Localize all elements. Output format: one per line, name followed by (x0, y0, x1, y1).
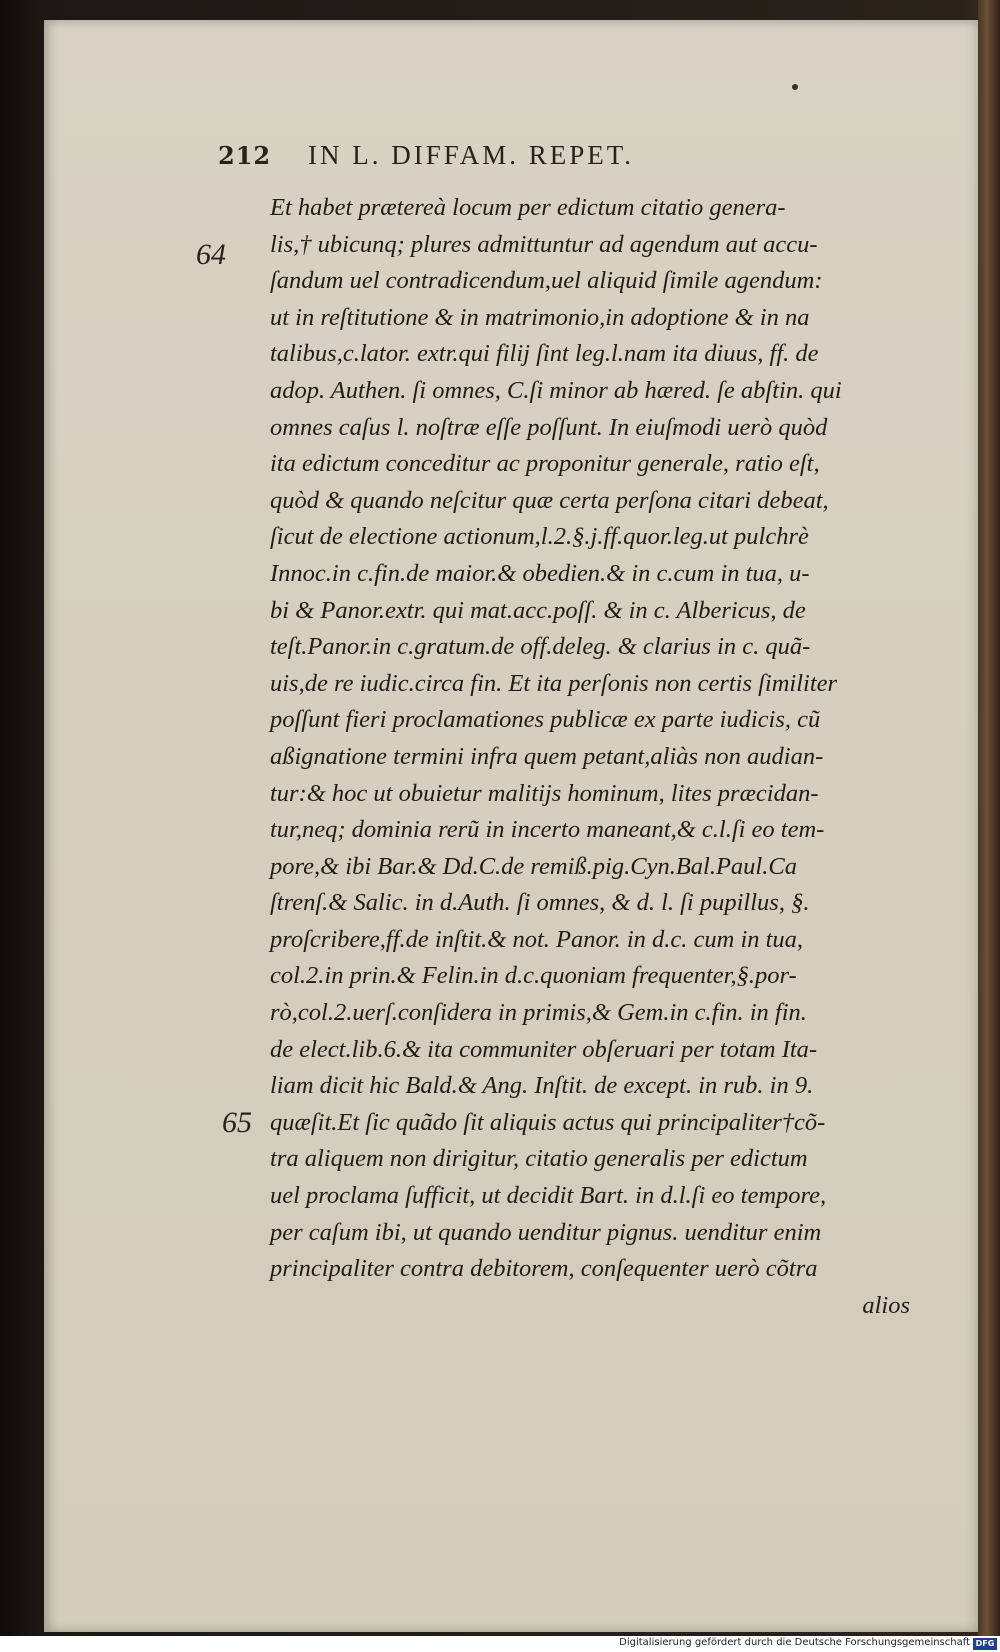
body-text (270, 190, 910, 1324)
text-line: ſandum uel contradicendum,uel aliquid ſimile agendum: (270, 267, 823, 295)
text-line: omnes caſus l. noſtræ eſſe poſſunt. In eiuſmodi uerò quòd (270, 413, 828, 441)
text-line: alios (862, 1291, 910, 1319)
text-line: tur:& hoc ut obuietur malitijs hominum, lites præcidan- (270, 779, 819, 807)
book-spine-edge (978, 0, 1000, 1652)
running-head (218, 140, 858, 180)
text-line: uel proclama ſufficit, ut decidit Bart. in d.l.ſi eo tempore, (270, 1182, 827, 1210)
text-line: pore,& ibi Bar.& Dd.C.de remiß.pig.Cyn.Bal.Paul.Ca (270, 852, 797, 880)
text-line: tra aliquem non dirigitur, citatio generalis per edictum (270, 1145, 808, 1173)
text-line: lis,† ubicunq; plures admittuntur ad agendum aut accu- (270, 230, 818, 258)
text-line: principaliter contra debitorem, conſequenter uerò cõtra (270, 1255, 818, 1283)
dfg-logo-icon: DFG (973, 1638, 997, 1650)
text-line: per caſum ibi, ut quando uenditur pignus. uenditur enim (270, 1218, 822, 1246)
text-line: teſt.Panor.in c.gratum.de off.deleg. & clarius in c. quã- (270, 633, 811, 661)
text-line: ſicut de electione actionum,l.2.§.j.ff.quor.leg.ut pulchrè (270, 523, 809, 551)
text-line: Innoc.in c.fin.de maior.& obedien.& in c.cum in tua, u- (270, 559, 810, 587)
margin-note-number: 64 (196, 238, 226, 271)
text-line: Et habet prætereà locum per edictum citatio genera- (270, 194, 786, 221)
ink-speck (792, 84, 798, 90)
text-line: quòd & quando neſcitur quæ certa perſona citari debeat, (270, 486, 829, 514)
margin-note-number: 65 (222, 1106, 252, 1139)
text-line: col.2.in prin.& Felin.in d.c.quoniam frequenter,§.por- (270, 962, 797, 990)
running-head-title: IN L. DIFFAM. REPET. (308, 140, 635, 170)
text-line: poſſunt fieri proclamationes publicæ ex parte iudicis, cũ (270, 706, 821, 734)
text-line: talibus,c.lator. extr.qui filij ſint leg.l.nam ita diuus, ff. de (270, 340, 819, 368)
text-line: uis,de re iudic.circa fin. Et ita perſonis non certis ſimiliter (270, 669, 838, 697)
page-number: 212 (218, 141, 272, 170)
text-line: liam dicit hic Bald.& Ang. Inſtit. de except. in rub. in 9. (270, 1072, 814, 1100)
text-line: adop. Authen. ſi omnes, C.ſi minor ab hæred. ſe abſtin. qui (270, 376, 842, 404)
text-line: aßignatione termini infra quem petant,aliàs non audian- (270, 742, 824, 770)
text-line: rò,col.2.uerſ.conſidera in primis,& Gem.in c.fin. in fin. (270, 999, 807, 1027)
text-line: proſcribere,ff.de inſtit.& not. Panor. in d.c. cum in tua, (270, 925, 804, 953)
digitization-credit: Digitalisierung gefördert durch die Deutsche Forschungsgemeinschaft (619, 1637, 970, 1648)
digitization-footer (0, 1636, 1000, 1652)
text-line: ſtrenſ.& Salic. in d.Auth. ſi omnes, & d. l. ſi pupillus, §. (270, 889, 810, 917)
text-line: bi & Panor.extr. qui mat.acc.poſſ. & in c. Albericus, de (270, 596, 806, 624)
text-line: quæſit.Et ſic quãdo ſit aliquis actus qui principaliter†cõ- (270, 1108, 826, 1136)
text-line: ita edictum conceditur ac proponitur generale, ratio eſt, (270, 450, 820, 478)
text-line: ut in reſtitutione & in matrimonio,in adoptione & in na (270, 303, 810, 331)
text-line: tur,neq; dominia rerũ in incerto maneant,& c.l.ſi eo tem- (270, 816, 825, 844)
text-line: de elect.lib.6.& ita communiter obſeruari per totam Ita- (270, 1035, 818, 1063)
